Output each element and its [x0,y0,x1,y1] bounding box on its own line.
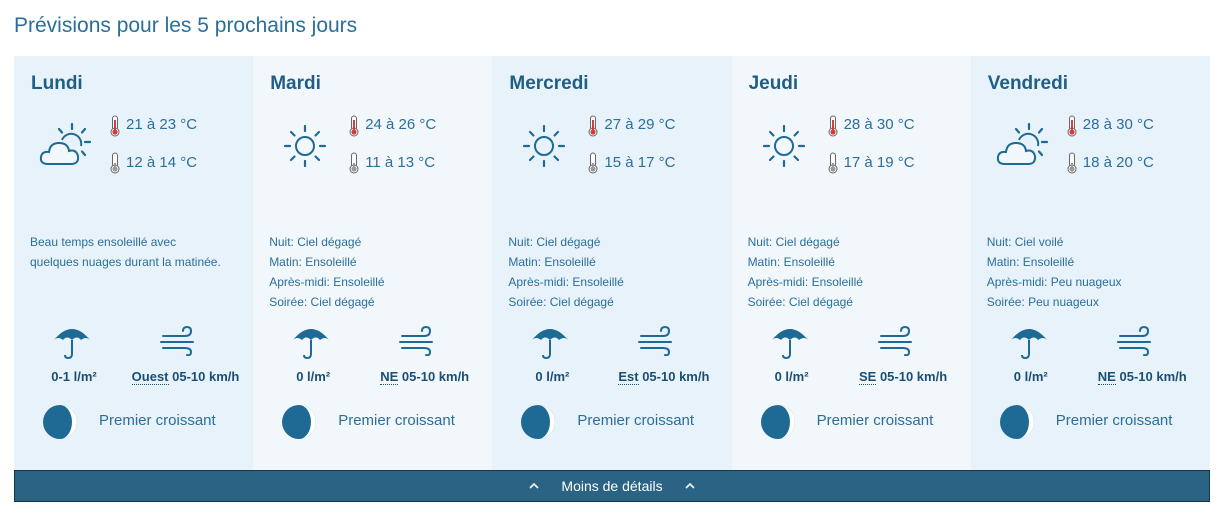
wind-speed: 05-10 km/h [1119,369,1187,384]
wind-direction[interactable]: Ouest [131,369,169,384]
umbrella-icon [1009,322,1049,360]
umbrella-icon [52,322,92,360]
weather-description [269,232,484,312]
sun-icon [275,118,335,174]
description-line: Soirée: Ciel dégagé [508,295,614,309]
description-line: Après-midi: Ensoleillé [747,275,863,289]
wind-value [836,369,971,384]
temp-min: 18 à 20 °C [1082,154,1154,171]
description-line: Soirée: Ciel dégagé [747,295,853,309]
description-line: Nuit: Ciel dégagé [508,235,601,249]
wind-direction[interactable]: NE [380,369,399,384]
moon-first-quarter-icon [520,404,556,440]
thermometer-hot-icon [587,115,599,137]
day-name: Jeudi [748,73,799,94]
wind-speed: 05-10 km/h [642,369,710,384]
description-line: quelques nuages durant la matinée. [30,255,221,269]
wind-value [357,369,492,384]
wind-icon [398,326,438,356]
rain-amount: 0 l/m² [535,369,570,384]
day-name: Mercredi [509,73,589,94]
wind-direction[interactable]: SE [858,369,877,384]
thermometer-cold-icon [348,152,360,174]
rain-amount: 0 l/m² [296,369,331,384]
day-card [971,56,1210,470]
less-details-label: Moins de détails [561,478,663,494]
umbrella-icon [530,322,570,360]
temp-max: 27 à 29 °C [604,116,676,133]
day-card [253,56,492,470]
description-line: Matin: Ensoleillé [747,255,835,269]
sun-icon [754,118,814,174]
thermometer-cold-icon [109,152,121,174]
day-name: Vendredi [987,73,1068,94]
temp-max: 28 à 30 °C [1082,116,1154,133]
wind-speed: 05-10 km/h [879,369,948,384]
chevron-up-icon [685,481,695,491]
weather-description [508,232,723,312]
weather-description [987,232,1202,312]
moon-first-quarter-icon [999,404,1035,440]
thermometer-cold-icon [587,152,599,174]
moon-phase-label: Premier croissant [577,412,695,429]
moon-phase-label: Premier croissant [338,412,455,429]
wind-icon [159,326,199,356]
thermometer-hot-icon [827,115,839,137]
rain-amount: 0 l/m² [1013,369,1048,384]
thermometer-cold-icon [827,152,839,174]
wind-value [596,369,731,384]
moon-phase-label: Premier croissant [1055,412,1173,429]
sun-cloud-icon [993,118,1053,174]
day-card [732,56,971,470]
description-line: Après-midi: Ensoleillé [269,275,385,289]
temp-min: 11 à 13 °C [365,154,436,171]
description-line: Matin: Ensoleillé [508,255,596,269]
wind-icon [877,326,917,356]
moon-first-quarter-icon [281,404,317,440]
umbrella-icon [291,322,331,360]
temp-max: 24 à 26 °C [365,116,437,133]
thermometer-hot-icon [109,115,121,137]
weather-description [748,232,963,312]
wind-value [118,369,253,384]
wind-direction[interactable]: NE [1097,369,1116,384]
description-line: Soirée: Peu nuageux [986,295,1099,309]
temp-min: 15 à 17 °C [604,154,676,171]
thermometer-hot-icon [1066,115,1078,137]
sun-icon [514,118,574,174]
wind-value [1075,369,1210,384]
temp-max: 28 à 30 °C [843,116,915,133]
moon-phase-label: Premier croissant [99,412,216,429]
less-details-button[interactable] [14,470,1210,502]
day-card [14,56,253,470]
description-line: Beau temps ensoleillé avec [30,235,177,249]
page-title: Prévisions pour les 5 prochains jours [14,14,358,37]
description-line: Soirée: Ciel dégagé [269,295,375,309]
day-name: Lundi [31,73,83,94]
umbrella-icon [770,322,810,360]
description-line: Matin: Ensoleillé [986,255,1075,269]
wind-speed: 05-10 km/h [401,369,470,384]
thermometer-cold-icon [1066,152,1078,174]
sun-cloud-icon [36,118,96,174]
rain-amount: 0-1 l/m² [51,369,97,384]
wind-icon [1116,326,1156,356]
thermometer-hot-icon [348,115,360,137]
forecast-grid [14,56,1210,470]
wind-speed: 05-10 km/h [172,369,240,384]
description-line: Nuit: Ciel dégagé [747,235,840,249]
description-line: Nuit: Ciel voilé [986,235,1064,249]
moon-phase-label: Premier croissant [816,412,934,429]
temp-max: 21 à 23 °C [126,116,198,133]
weather-description [30,232,245,272]
rain-amount: 0 l/m² [774,369,809,384]
moon-first-quarter-icon [760,404,796,440]
description-line: Matin: Ensoleillé [269,255,357,269]
wind-icon [637,326,677,356]
description-line: Après-midi: Ensoleillé [508,275,624,289]
temp-min: 17 à 19 °C [843,154,915,171]
description-line: Après-midi: Peu nuageux [986,275,1122,289]
chevron-up-icon [529,481,539,491]
day-name: Mardi [270,73,321,94]
description-line: Nuit: Ciel dégagé [269,235,362,249]
moon-first-quarter-icon [42,404,78,440]
day-card [492,56,731,470]
temp-min: 12 à 14 °C [126,154,198,171]
wind-direction[interactable]: Est [618,369,639,384]
